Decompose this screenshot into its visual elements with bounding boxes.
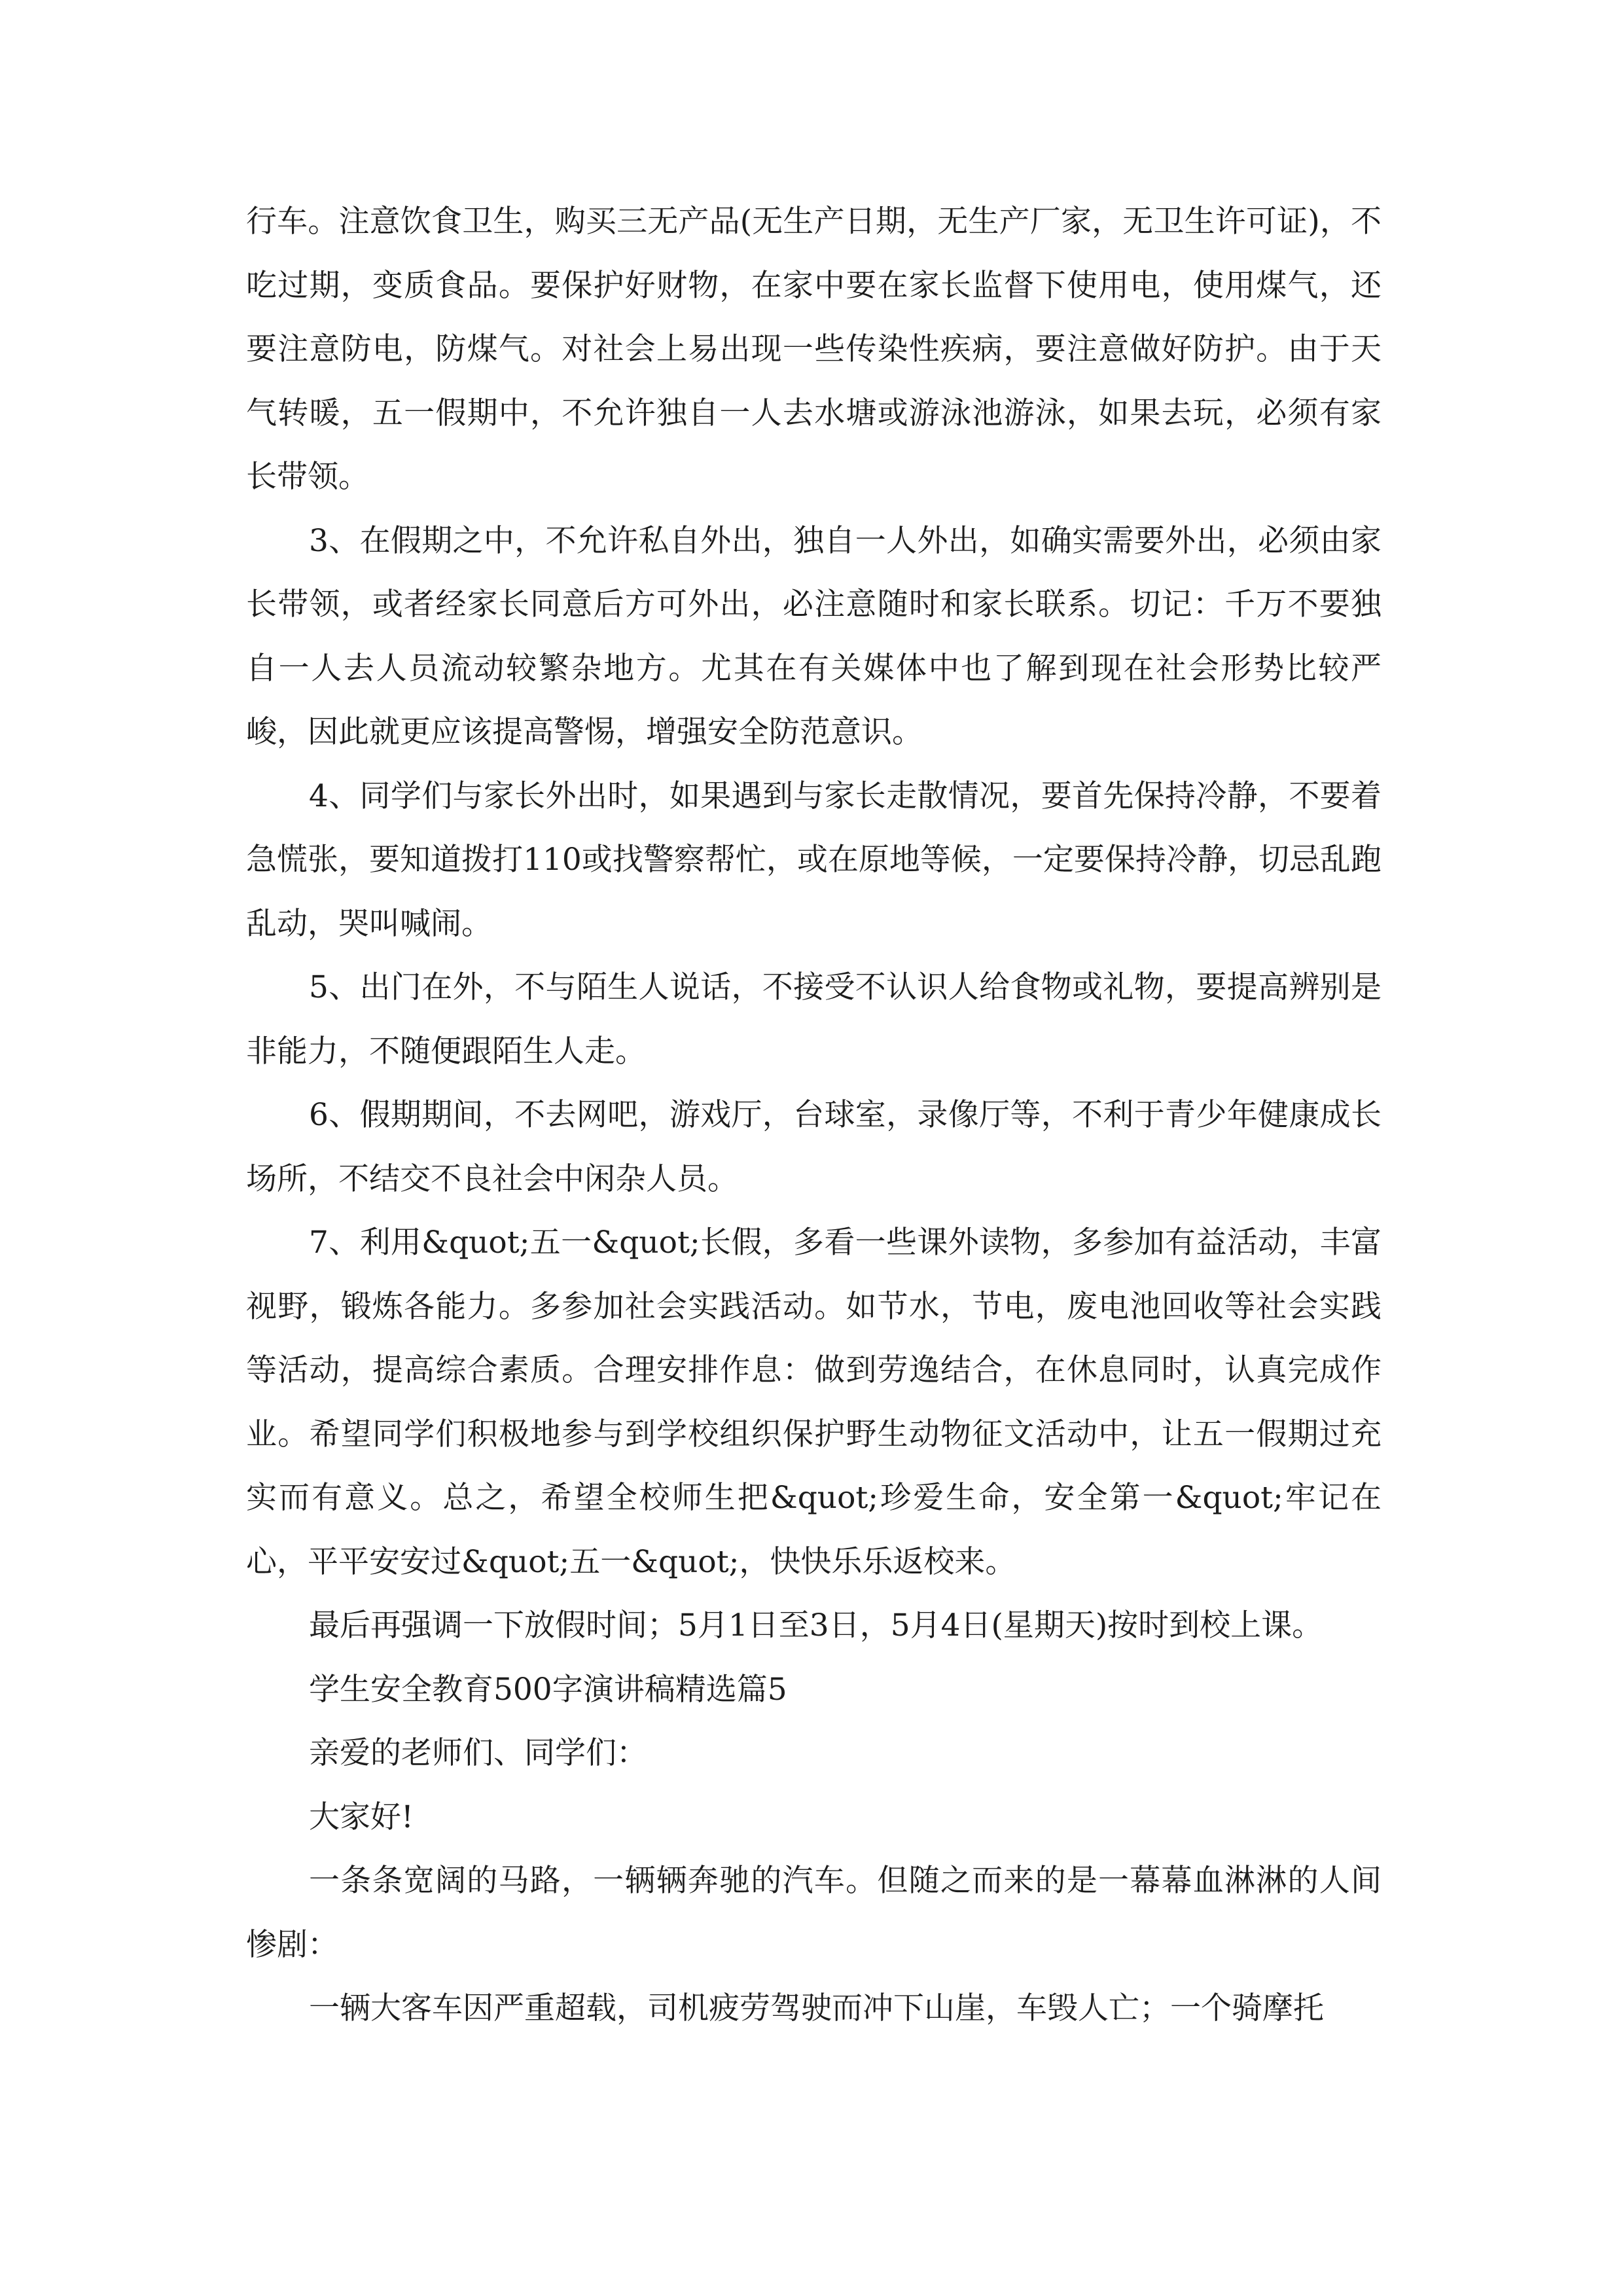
paragraph-item-3: 3、在假期之中，不允许私自外出，独自一人外出，如确实需要外出，必须由家长带领，或者经家长同意后方可外出，必注意随时和家长联系。切记：千万不要独自一人去人员流动较繁杂地方。尤其在有关媒体中也了解到现在社会形势比较严峻，因此就更应该提高警惕，增强安全防范意识。 bbox=[246, 522, 1382, 750]
paragraph-item-5: 5、出门在外，不与陌生人说话，不接受不认识人给食物或礼物，要提高辨别是非能力，不随便跟陌生人走。 bbox=[246, 969, 1382, 1069]
paragraph-continuation: 行车。注意饮食卫生，购买三无产品(无生产日期，无生产厂家，无卫生许可证)，不吃过期，变质食品。要保护好财物，在家中要在家长监督下使用电，使用煤气，还要注意防电，防煤气。对社会上易出现一些传染性疾病，要注意做好防护。由于天气转暖，五一假期中，不允许独自一人去水塘或游泳池游泳，如果去玩，必须有家长带领。 bbox=[246, 204, 1382, 495]
paragraph-intro: 一条条宽阔的马路，一辆辆奔驰的汽车。但随之而来的是一幕幕血淋淋的人间惨剧： bbox=[246, 1863, 1382, 1963]
salutation: 亲爱的老师们、同学们： bbox=[309, 1735, 647, 1771]
document-body bbox=[246, 190, 1382, 2041]
greeting: 大家好! bbox=[309, 1799, 414, 1835]
paragraph-example: 一辆大客车因严重超载，司机疲劳驾驶而冲下山崖，车毁人亡；一个骑摩托 bbox=[309, 1990, 1324, 2026]
section-heading: 学生安全教育500字演讲稿精选篇5 bbox=[309, 1671, 787, 1708]
paragraph-holiday-schedule: 最后再强调一下放假时间；5月1日至3日，5月4日(星期天)按时到校上课。 bbox=[309, 1607, 1323, 1643]
paragraph-item-4: 4、同学们与家长外出时，如果遇到与家长走散情况，要首先保持冷静，不要着急慌张，要知道拨打110或找警察帮忙，或在原地等候，一定要保持冷静，切忌乱跑乱动，哭叫喊闹。 bbox=[246, 778, 1382, 942]
paragraph-item-7: 7、利用&quot;五一&quot;长假，多看一些课外读物，多参加有益活动，丰富视野，锻炼各能力。多参加社会实践活动。如节水，节电，废电池回收等社会实践等活动，提高综合素质。合理安排作息：做到劳逸结合，在休息同时，认真完成作业。希望同学们积极地参与到学校组织保护野生动物征文活动中，让五一假期过充实而有意义。总之，希望全校师生把&quot;珍爱生命，安全第一&quot;牢记在心，平平安安过&quot;五一&quot;，快快乐乐返校来。 bbox=[246, 1225, 1382, 1580]
paragraph-item-6: 6、假期期间，不去网吧，游戏厅，台球室，录像厅等，不利于青少年健康成长场所，不结交不良社会中闲杂人员。 bbox=[246, 1097, 1382, 1197]
